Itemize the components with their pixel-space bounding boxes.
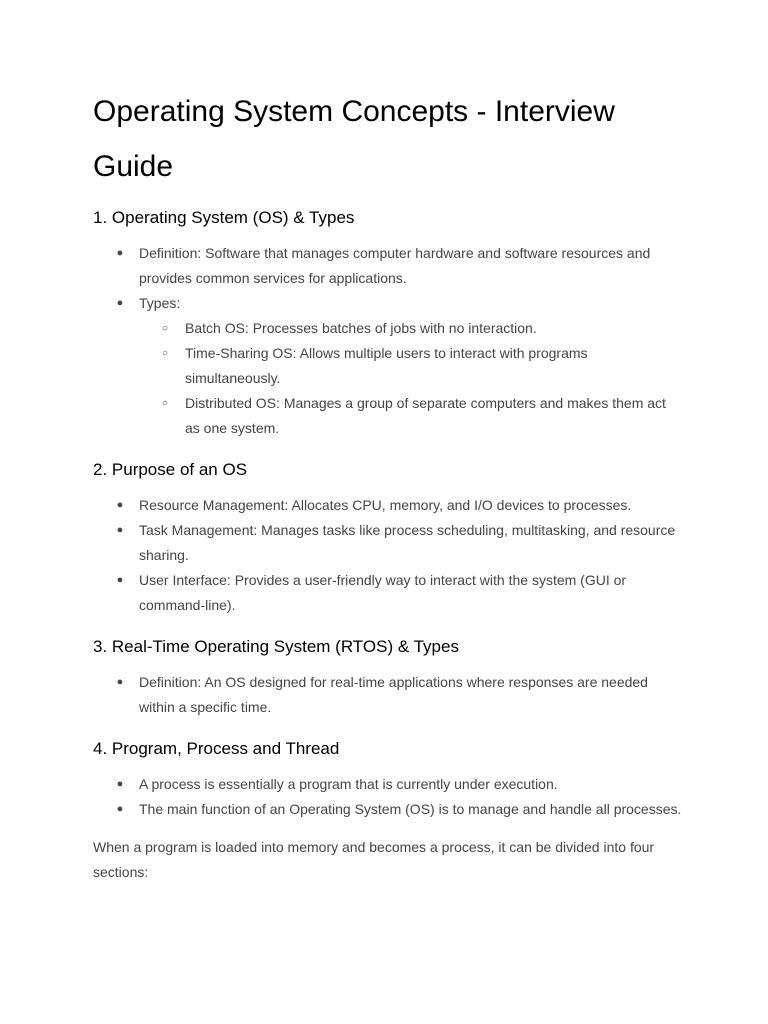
list-item <box>93 518 683 568</box>
list-item <box>93 493 683 518</box>
bullet-icon: ● <box>116 803 124 815</box>
hollow-bullet-icon: ○ <box>162 398 169 409</box>
section-heading-os-types: 1. Operating System (OS) & Types <box>93 208 355 227</box>
bullet-list-rtos <box>93 670 683 720</box>
document-page <box>93 84 683 885</box>
bullet-icon: ● <box>116 676 124 688</box>
list-item-text: Resource Management: Allocates CPU, memory, and I/O devices to processes. <box>139 497 632 513</box>
sub-list-item <box>139 316 683 341</box>
document-title: Operating System Concepts - Interview Guide <box>93 95 615 183</box>
bullet-icon: ● <box>116 778 124 790</box>
bullet-icon: ● <box>116 247 124 259</box>
sub-list-item <box>139 391 683 441</box>
bullet-icon: ● <box>116 574 124 586</box>
list-item-text: Types: <box>139 295 181 311</box>
list-item <box>93 797 683 822</box>
list-item <box>93 291 683 441</box>
section-heading-purpose: 2. Purpose of an OS <box>93 460 248 479</box>
list-item-text: Definition: An OS designed for real-time applications where responses are needed within a specific time. <box>139 674 648 715</box>
list-item-text: A process is essentially a program that is currently under execution. <box>139 776 558 792</box>
bullet-icon: ● <box>116 499 124 511</box>
closing-paragraph: When a program is loaded into memory and becomes a process, it can be divided into four sections: <box>93 839 655 880</box>
bullet-list-purpose <box>93 493 683 618</box>
sub-list-item-text: Time-Sharing OS: Allows multiple users to interact with programs simultaneously. <box>185 345 588 386</box>
section-heading-program-process-thread: 4. Program, Process and Thread <box>93 739 340 758</box>
list-item <box>93 241 683 291</box>
sub-list-item-text: Distributed OS: Manages a group of separate computers and makes them act as one system. <box>185 395 666 436</box>
hollow-bullet-icon: ○ <box>162 323 169 334</box>
bullet-list-program-process-thread <box>93 772 683 822</box>
bullet-icon: ● <box>116 524 124 536</box>
sub-list-item <box>139 341 683 391</box>
bullet-list-os-types <box>93 241 683 441</box>
list-item-text: User Interface: Provides a user-friendly way to interact with the system (GUI or command-line). <box>139 572 627 613</box>
hollow-bullet-icon: ○ <box>162 348 169 359</box>
list-item <box>93 772 683 797</box>
bullet-icon: ● <box>116 297 124 309</box>
sub-list-item-text: Batch OS: Processes batches of jobs with no interaction. <box>185 320 537 336</box>
list-item-text: Definition: Software that manages computer hardware and software resources and provides common services for applications. <box>139 245 651 286</box>
list-item-text: The main function of an Operating System (OS) is to manage and handle all processes. <box>139 801 682 817</box>
list-item <box>93 670 683 720</box>
list-item <box>93 568 683 618</box>
list-item-text: Task Management: Manages tasks like process scheduling, multitasking, and resource sharing. <box>139 522 676 563</box>
sub-bullet-list-os-types <box>139 316 683 441</box>
section-heading-rtos: 3. Real-Time Operating System (RTOS) & Types <box>93 637 459 656</box>
